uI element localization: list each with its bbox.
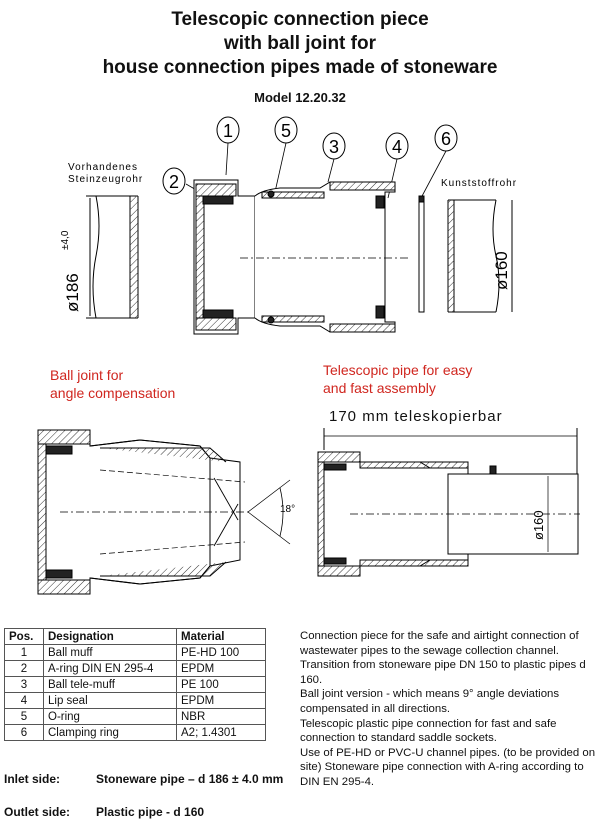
callout-2-text: 2 — [168, 172, 180, 192]
telescopic-caption-1: Telescopic pipe for easy — [323, 362, 473, 378]
existing-pipe-label-2: Steinzeugrohr — [68, 174, 144, 185]
ball-joint-caption-1: Ball joint for — [50, 367, 124, 383]
parts-table — [4, 628, 266, 741]
table-row — [5, 677, 266, 693]
cell-material: EPDM — [177, 693, 266, 709]
inlet-side — [4, 772, 284, 786]
right-diameter: ø160 — [492, 251, 511, 290]
left-diameter: ø186 — [63, 273, 82, 312]
description-paragraph: Ball joint version - which means 9° angle deviations compensated in all directions. — [300, 688, 560, 715]
description — [300, 629, 596, 790]
cell-pos: 1 — [5, 645, 44, 661]
cell-designation: Lip seal — [44, 693, 177, 709]
cell-material: PE 100 — [177, 677, 266, 693]
callout-3-text: 3 — [328, 137, 340, 157]
cell-designation: Ball tele-muff — [44, 677, 177, 693]
cell-designation: A-ring DIN EN 295-4 — [44, 661, 177, 677]
description-paragraph: Transition from stoneware pipe DN 150 to plastic pipes d 160. — [300, 659, 586, 686]
header-designation: Designation — [44, 629, 177, 645]
cell-designation: O-ring — [44, 709, 177, 725]
callout-1-text: 1 — [222, 121, 234, 141]
callout-4-text: 4 — [391, 137, 403, 157]
title-line-3: house connection pipes made of stoneware — [102, 57, 498, 78]
outlet-side — [4, 805, 205, 819]
title-line-2: with ball joint for — [224, 33, 376, 54]
cell-material: A2; 1.4301 — [177, 725, 266, 741]
cell-pos: 5 — [5, 709, 44, 725]
header-pos: Pos. — [5, 629, 44, 645]
ball-joint-caption-2: angle compensation — [50, 385, 176, 401]
cell-material: PE-HD 100 — [177, 645, 266, 661]
header-material: Material — [177, 629, 266, 645]
cell-pos: 6 — [5, 725, 44, 741]
cell-designation: Clamping ring — [44, 725, 177, 741]
plastic-pipe-label: Kunststoffrohr — [441, 178, 518, 189]
cell-pos: 4 — [5, 693, 44, 709]
inlet-label: Inlet side: — [4, 772, 61, 786]
cell-material: EPDM — [177, 661, 266, 677]
description-paragraph: Connection piece for the safe and airtight connection of wastewater pipes to the sewage collection channel. — [300, 630, 579, 657]
telescopic-caption-2: and fast assembly — [323, 380, 436, 396]
outlet-value: Plastic pipe - d 160 — [96, 805, 205, 819]
outlet-label: Outlet side: — [4, 805, 71, 819]
telescopic-diameter: ø160 — [531, 510, 546, 540]
cell-pos: 3 — [5, 677, 44, 693]
cell-pos: 2 — [5, 661, 44, 677]
model-number: Model 12.20.32 — [254, 90, 346, 105]
description-paragraph: Use of PE-HD or PVC-U channel pipes. (to be provided on site) Stoneware pipe connection with A-ring according to DIN EN 295-4. — [300, 746, 596, 788]
table-row — [5, 645, 266, 661]
table-row — [5, 709, 266, 725]
angle-label: 18° — [280, 504, 296, 515]
cell-material: NBR — [177, 709, 266, 725]
telescopic-dimension-label: 170 mm teleskopierbar — [329, 408, 503, 425]
table-row — [5, 693, 266, 709]
callout-6-text: 6 — [440, 129, 452, 149]
callout-5-text: 5 — [280, 121, 292, 141]
left-diameter-tolerance: ±4,0 — [60, 230, 71, 250]
cell-designation: Ball muff — [44, 645, 177, 661]
table-row — [5, 725, 266, 741]
parts-table-header — [5, 629, 266, 645]
inlet-value: Stoneware pipe – d 186 ± 4.0 mm — [96, 772, 284, 786]
description-paragraph: Telescopic plastic pipe connection for fast and safe connection to standard saddle sockets. — [300, 717, 557, 745]
title-line-1: Telescopic connection piece — [171, 9, 429, 30]
table-row — [5, 661, 266, 677]
existing-pipe-label-1: Vorhandenes — [68, 162, 138, 173]
